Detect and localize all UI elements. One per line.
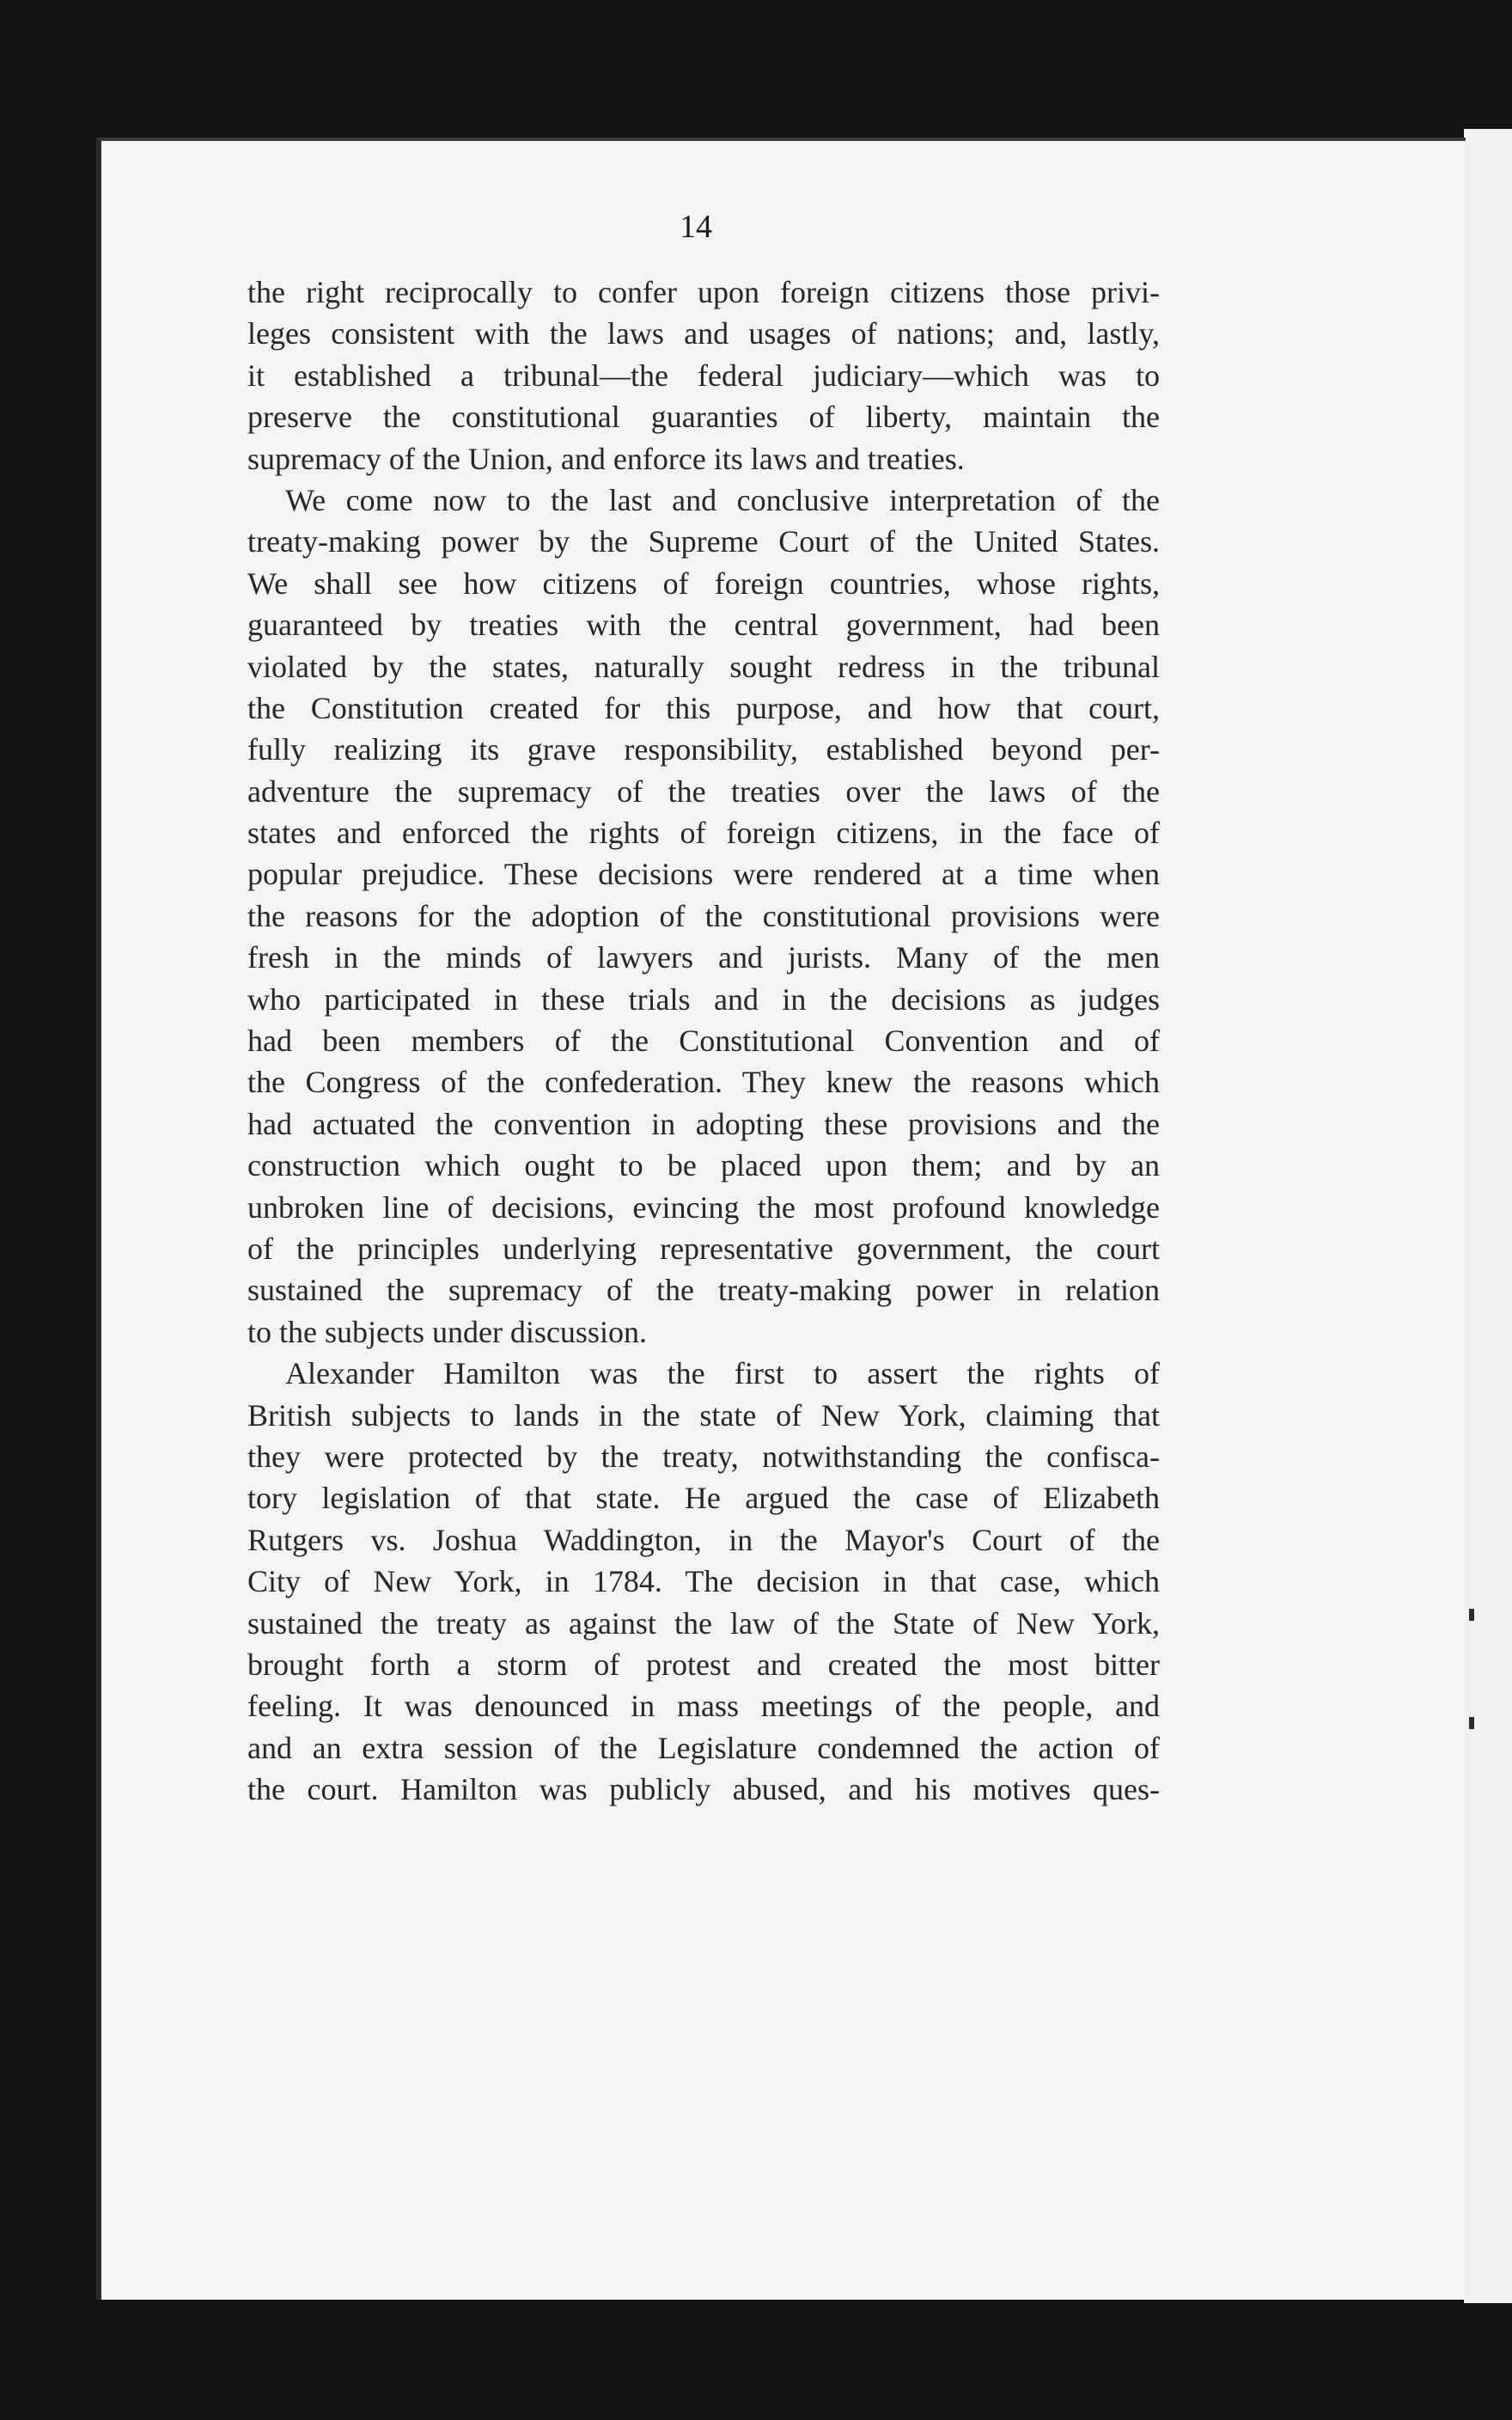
text-line: unbroken line of decisions, evincing the most profound knowledge (247, 1189, 1160, 1225)
text-line: sustained the supremacy of the treaty-making power in relation (247, 1273, 1160, 1308)
paragraph-2 (247, 480, 1160, 1353)
text-line: guaranteed by treaties with the central government, had been (247, 608, 1160, 643)
text-line: tory legislation of that state. He argued the case of Elizabeth (247, 1481, 1160, 1516)
text-line: violated by the states, naturally sought redress in the tribunal (247, 649, 1160, 684)
text-line: feeling. It was denounced in mass meetings of the people, and (247, 1689, 1160, 1724)
text-line: who participated in these trials and in the decisions as judges (247, 981, 1160, 1017)
body-text (247, 272, 1160, 1810)
text-line: preserve the constitutional guaranties of liberty, maintain the (247, 400, 1160, 435)
text-line: popular prejudice. These decisions were rendered at a time when (247, 857, 1160, 892)
text-line: City of New York, in 1784. The decision in that case, which (247, 1564, 1160, 1599)
text-line: they were protected by the treaty, notwithstanding the confisca- (247, 1439, 1160, 1474)
text-line: the Congress of the confederation. They knew the reasons which (247, 1065, 1160, 1100)
text-line: of the principles underlying representative government, the court (247, 1231, 1160, 1266)
text-line: Rutgers vs. Joshua Waddington, in the Mayor's Court of the (247, 1522, 1160, 1557)
adjacent-page-edge (1460, 129, 1512, 2303)
text-line: fully realizing its grave responsibility, established beyond per- (247, 732, 1160, 767)
text-line: We come now to the last and conclusive interpretation of the (285, 482, 1160, 517)
text-line: the court. Hamilton was publicly abused, and his motives ques- (247, 1772, 1160, 1807)
text-line: leges consistent with the laws and usages of nations; and, lastly, (247, 316, 1160, 351)
text-line: had actuated the convention in adopting these provisions and the (247, 1106, 1160, 1141)
text-line: states and enforced the rights of foreign citizens, in the face of (247, 816, 1160, 851)
text-line: British subjects to lands in the state of New York, claiming that (247, 1397, 1160, 1433)
text-line: treaty-making power by the Supreme Court of the United States. (247, 524, 1160, 559)
text-line: adventure the supremacy of the treaties over the laws of the (247, 773, 1160, 809)
text-line: and an extra session of the Legislature condemned the action of (247, 1730, 1160, 1765)
scan-mark (1469, 1717, 1474, 1729)
text-line: fresh in the minds of lawyers and jurists. Many of the men (247, 940, 1160, 975)
scan-mark (1469, 1609, 1474, 1621)
text-line: We shall see how citizens of foreign countries, whose rights, (247, 565, 1160, 601)
text-line: brought forth a storm of protest and created the most bitter (247, 1647, 1160, 1682)
page-number: 14 (680, 209, 712, 245)
text-line: to the subjects under discussion. (247, 1314, 647, 1349)
text-line: sustained the treaty as against the law of the State of New York, (247, 1605, 1160, 1641)
text-line: Alexander Hamilton was the first to assert the rights of (285, 1356, 1160, 1391)
text-line: the right reciprocally to confer upon foreign citizens those privi- (247, 275, 1160, 309)
text-line: it established a tribunal—the federal judiciary—which was to (247, 358, 1160, 393)
text-line: the reasons for the adoption of the constitutional provisions were (247, 898, 1160, 933)
text-line: construction which ought to be placed upon them; and by an (247, 1148, 1160, 1183)
paragraph-1 (247, 272, 1160, 480)
text-line: supremacy of the Union, and enforce its laws and treaties. (247, 441, 965, 476)
text-line: the Constitution created for this purpose, and how that court, (247, 690, 1160, 725)
text-line: had been members of the Constitutional Convention and of (247, 1024, 1160, 1059)
paragraph-3 (247, 1353, 1160, 1810)
